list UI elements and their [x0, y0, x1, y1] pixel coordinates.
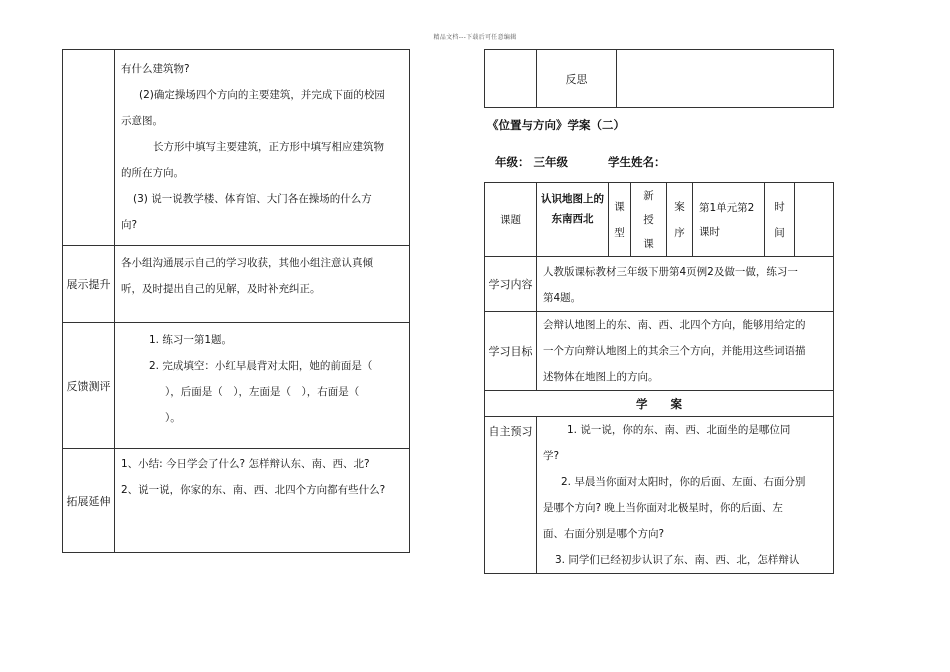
topic-label: 课题: [500, 213, 521, 226]
preview-line-5: 面、右面分别是哪个方向?: [543, 528, 665, 540]
row4-line-1: 1、小结: 今日学会了什么? 怎样辩认东、南、西、北?: [121, 458, 370, 470]
preview-line-6: 3. 同学们已经初步认识了东、南、西、北，怎样辩认: [555, 554, 800, 566]
case-label: 案序: [667, 183, 693, 257]
grade-label: 年级：: [495, 155, 530, 169]
row1-content-cell: [115, 50, 410, 246]
row3-line-2: 2. 完成填空：小红早晨背对太阳，她的前面是（: [149, 360, 373, 372]
content-line-1: 人教版课标教材三年级下册第4页例2及做一做，练习一: [543, 266, 798, 278]
preview-line-3: 2. 早晨当你面对太阳时，你的后面、左面、右面分别: [561, 476, 806, 488]
row1-line-5: 的所在方向。: [121, 167, 184, 179]
row3-line-3: ），后面是（ ），左面是（ ），右面是（: [165, 386, 360, 398]
document-title: 《位置与方向》学案（二）: [487, 118, 625, 132]
left-lesson-table: [62, 49, 410, 553]
type-value: 新授课: [631, 183, 667, 257]
time-value-cell: [795, 183, 834, 257]
preview-line-4: 是哪个方向? 晚上当你面对北极星时，你的后面、左: [543, 502, 783, 514]
reflection-blank-cell: [485, 50, 537, 108]
row1-line-6: (3) 说一说教学楼、体育馆、大门各在操场的什么方: [133, 193, 372, 205]
topic-label-cell: [485, 183, 537, 257]
grade-value: 三年级: [533, 155, 568, 169]
row4-line-2: 2、说一说，你家的东、南、西、北四个方向都有些什么?: [121, 484, 386, 496]
row2-content-cell: [115, 246, 410, 323]
content-label: 学习内容: [485, 257, 537, 312]
study-plan-table: [484, 182, 834, 574]
row3-content-cell: [115, 323, 410, 449]
topic-value: 认识地图上的东南西北: [537, 183, 609, 257]
goal-line-3: 述物体在地图上的方向。: [543, 371, 659, 383]
content-line-2: 第4题。: [543, 292, 582, 304]
row2-line-1: 各小组沟通展示自己的学习收获，其他小组注意认真倾: [121, 257, 373, 269]
row3-label: 反馈测评: [63, 323, 115, 449]
preview-line-1: 1. 说一说，你的东、南、西、北面坐的是哪位同: [567, 424, 791, 436]
goal-cell: [537, 312, 834, 391]
goal-line-1: 会辩认地图上的东、南、西、北四个方向，能够用给定的: [543, 319, 806, 331]
case-value: 第1单元第2课时: [693, 183, 765, 257]
preview-line-2: 学?: [543, 450, 560, 462]
row4-label: 拓展延伸: [63, 449, 115, 553]
row4-content-cell: [115, 449, 410, 553]
goal-line-2: 一个方向辩认地图上的其余三个方向，并能用这些词语描: [543, 345, 806, 357]
row1-line-2: (2)确定操场四个方向的主要建筑，并完成下面的校园: [139, 89, 385, 101]
row2-line-2: 听，及时提出自己的见解，及时补充纠正。: [121, 283, 321, 295]
row1-line-7: 向?: [121, 219, 138, 231]
reflection-table: [484, 49, 834, 108]
grade-line: [495, 154, 692, 170]
preview-cell: [537, 417, 834, 574]
preview-label: 自主预习: [485, 417, 537, 574]
goal-label: 学习目标: [485, 312, 537, 391]
row2-label: 展示提升: [63, 246, 115, 323]
reflection-content-cell: [617, 50, 834, 108]
reflection-label: 反思: [537, 50, 617, 108]
row1-line-4: 长方形中填写主要建筑，正方形中填写相应建筑物: [153, 141, 384, 153]
row1-label-cell: [63, 50, 115, 246]
row1-line-1: 有什么建筑物?: [121, 63, 190, 75]
xuean-heading: 学 案: [485, 391, 834, 417]
time-label: 时间: [765, 183, 795, 257]
row3-line-4: ）。: [165, 412, 181, 424]
header-note: 精品文档---下载后可任意编辑: [433, 34, 517, 41]
content-cell: [537, 257, 834, 312]
student-name-label: 学生姓名：: [608, 155, 666, 169]
type-label: 课型: [609, 183, 631, 257]
row1-line-3: 示意图。: [121, 115, 163, 127]
row3-line-1: 1. 练习一第1题。: [149, 334, 233, 346]
